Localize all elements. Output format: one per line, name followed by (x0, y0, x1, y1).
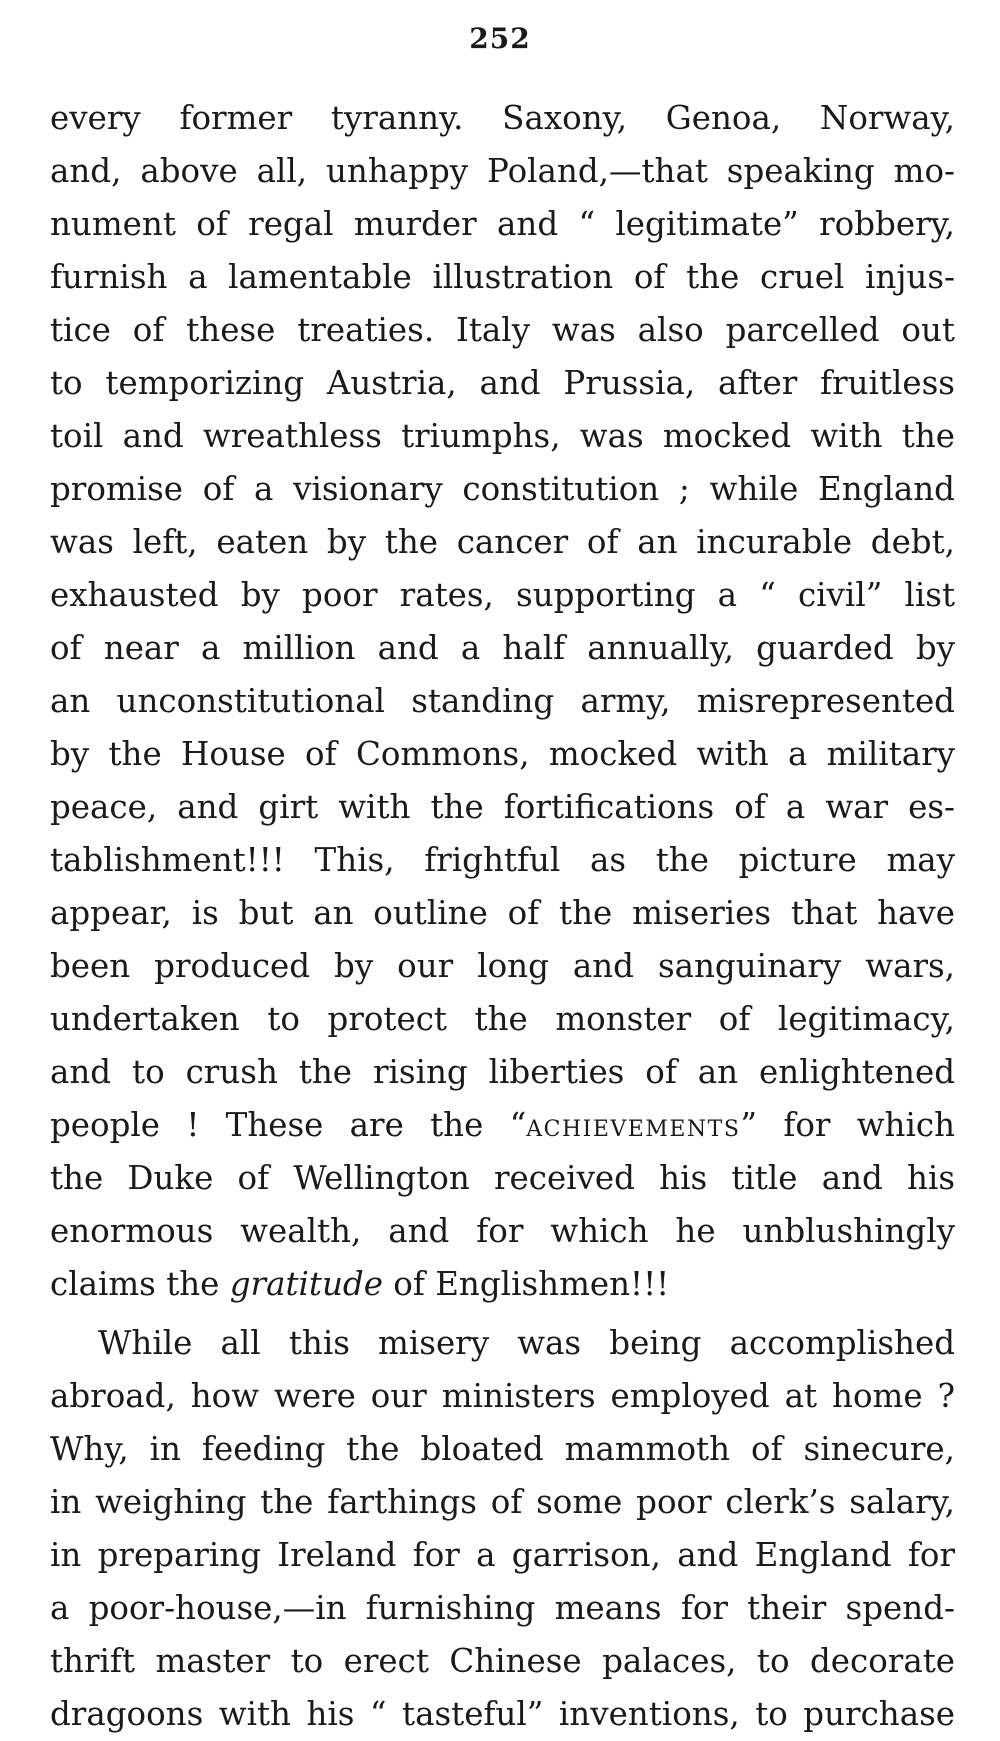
text-line: Why, in feeding the bloated mammoth of sinecure, (50, 1430, 955, 1468)
text-line-achievements (50, 1099, 955, 1152)
gratitude-italic: gratitude (229, 1265, 383, 1303)
text-line: was left, eaten by the cancer of an incurable debt, (50, 523, 955, 561)
text-line: of near a million and a half annually, guarded by (50, 629, 955, 667)
text-line: nument of regal murder and “ legitimate” robbery, (50, 205, 955, 243)
text-line: the Duke of Wellington received his title and his (50, 1159, 955, 1197)
text-line: While all this misery was being accomplished (98, 1324, 955, 1362)
text-segment: ” for which (740, 1106, 956, 1144)
text-line: and to crush the rising liberties of an enlightened (50, 1053, 955, 1091)
text-segment: claims the (50, 1265, 230, 1303)
text-line: undertaken to protect the monster of legitimacy, (50, 1000, 955, 1038)
text-line: tablishment!!! This, frightful as the picture may (50, 841, 955, 879)
page-number: 252 (469, 22, 531, 55)
text-line: every former tyranny. Saxony, Genoa, Norway, (50, 99, 955, 137)
text-line: and, above all, unhappy Poland,—that speaking mo- (50, 152, 955, 190)
text-line: dragoons with his “ tasteful” inventions, to purchase (50, 1695, 955, 1733)
text-line: an unconstitutional standing army, misrepresented (50, 682, 955, 720)
text-line: exhausted by poor rates, supporting a “ civil” list (50, 576, 955, 614)
text-line: tice of these treaties. Italy was also parcelled out (50, 311, 955, 349)
text-line: enormous wealth, and for which he unblushingly (50, 1212, 955, 1250)
text-line: appear, is but an outline of the miseries that have (50, 894, 955, 932)
text-line: promise of a visionary constitution ; while England (50, 470, 955, 508)
text-line: thrift master to erect Chinese palaces, to decorate (50, 1642, 955, 1680)
text-line: been produced by our long and sanguinary wars, (50, 947, 955, 985)
text-line: by the House of Commons, mocked with a military (50, 735, 955, 773)
text-segment: people ! These are the “ (50, 1106, 527, 1144)
paragraph-1 (50, 92, 955, 1311)
text-line-gratitude (50, 1258, 955, 1311)
text-line: peace, and girt with the fortifications of a war es- (50, 788, 955, 826)
text-line: in weighing the farthings of some poor clerk’s salary, (50, 1483, 955, 1521)
text-line: furnish a lamentable illustration of the cruel injus- (50, 258, 955, 296)
text-line: in preparing Ireland for a garrison, and England for (50, 1536, 955, 1574)
text-segment: of Englishmen!!! (382, 1265, 670, 1303)
text-line: to temporizing Austria, and Prussia, after fruitless (50, 364, 955, 402)
body-text (50, 92, 955, 1741)
text-line: a poor-house,—in furnishing means for their spend- (50, 1589, 955, 1627)
text-line: abroad, how were our ministers employed at home ? (50, 1377, 955, 1415)
paragraph-2 (50, 1317, 955, 1741)
achievements-smallcaps: ACHIEVEMENTS (526, 1117, 741, 1142)
text-line: toil and wreathless triumphs, was mocked with the (50, 417, 955, 455)
